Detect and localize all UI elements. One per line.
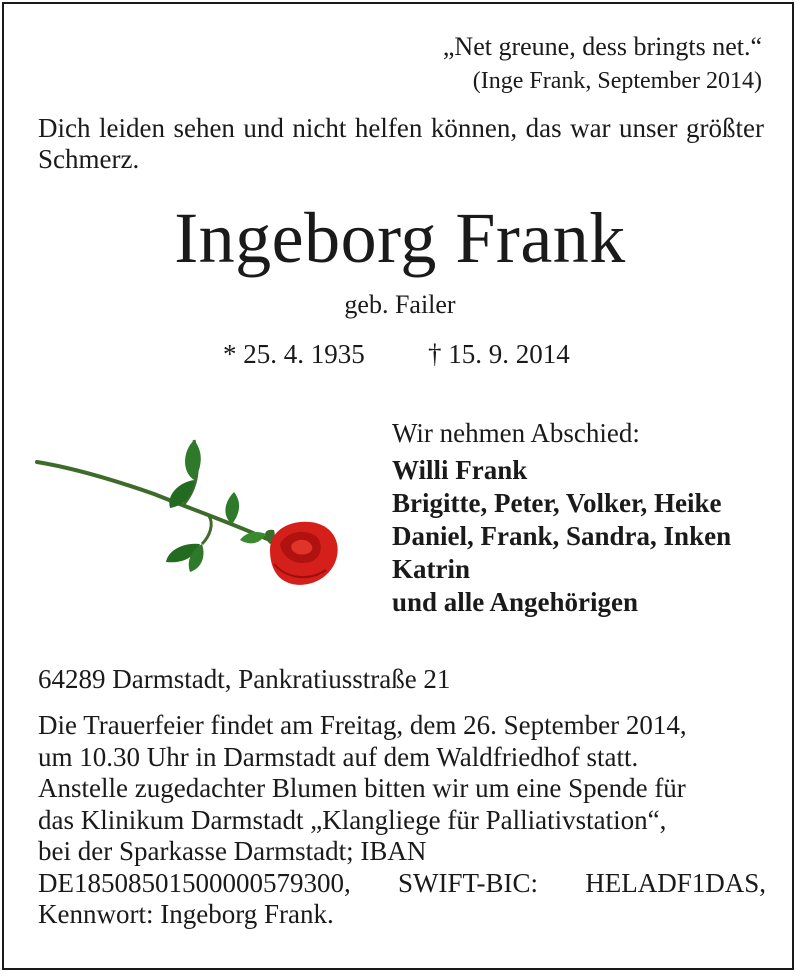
birth-date: * 25. 4. 1935 xyxy=(223,339,365,369)
iban-value: DE18508501500000579300, xyxy=(38,867,351,898)
mourner-line: Willi Frank xyxy=(392,455,528,485)
death-date: † 15. 9. 2014 xyxy=(428,339,570,369)
epigraph-quote: „Net greune, dess bringts net.“ xyxy=(442,32,762,61)
swift-value: HELADF1DAS, xyxy=(585,867,766,898)
details-line: um 10.30 Uhr in Darmstadt auf dem Waldfriedhof statt. xyxy=(38,741,639,772)
details-line: Anstelle zugedachter Blumen bitten wir um eine Spende für xyxy=(38,773,686,803)
mourners-list xyxy=(392,454,731,619)
red-rose-icon xyxy=(34,432,344,592)
funeral-details xyxy=(38,710,766,931)
keyword-line: Kennwort: Ingeborg Frank. xyxy=(38,899,334,929)
deceased-name: Ingeborg Frank xyxy=(174,198,626,278)
farewell-heading: Wir nehmen Abschied: xyxy=(392,418,640,448)
intro-text: Dich leiden sehen und nicht helfen können, das war unser größter Schmerz. xyxy=(38,113,764,174)
swift-label: SWIFT-BIC: xyxy=(397,867,538,898)
mourner-line: Brigitte, Peter, Volker, Heike xyxy=(392,488,722,518)
mourner-line: Daniel, Frank, Sandra, Inken xyxy=(392,521,732,551)
bank-line xyxy=(38,868,766,900)
details-line: Die Trauerfeier findet am Freitag, dem 26. September 2014, xyxy=(38,710,687,740)
epigraph-source: (Inge Frank, September 2014) xyxy=(472,68,762,94)
details-line: bei der Sparkasse Darmstadt; IBAN xyxy=(38,836,427,866)
mourner-line: und alle Angehörigen xyxy=(392,587,639,617)
details-line: das Klinikum Darmstadt „Klangliege für Palliativstation“, xyxy=(38,804,667,835)
birth-name: geb. Failer xyxy=(344,290,456,319)
address: 64289 Darmstadt, Pankratiusstraße 21 xyxy=(38,664,451,694)
mourner-line: Katrin xyxy=(392,554,470,584)
